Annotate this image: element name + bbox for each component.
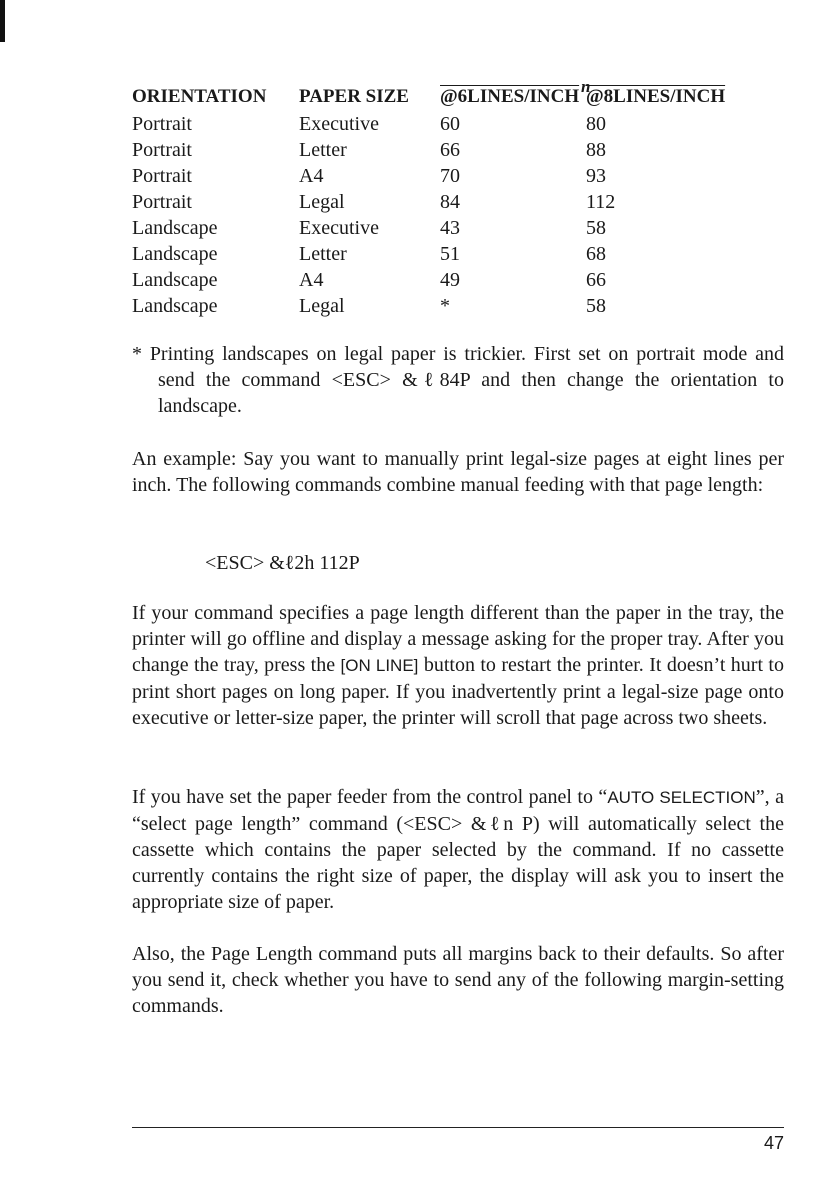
margins-paragraph: Also, the Page Length command puts all margins back to their defaults. So after you send it, check whether you have to send any of the following margin-setting commands. <box>132 943 784 1017</box>
cell-paper-size: Letter <box>299 243 347 265</box>
cell-6-lines: 60 <box>440 113 460 135</box>
auto-select-paragraph <box>132 784 784 915</box>
cell-6-lines: 84 <box>440 191 460 213</box>
table-row <box>132 137 752 163</box>
table-row <box>132 215 752 241</box>
offline-text-end: button to restart the printer. It doesn’t hurt to print short pages on long paper. If you inadvertently print a legal-size page onto executive or letter-size paper, the printer will scroll that page across two sheets. <box>132 654 784 729</box>
table-row <box>132 189 752 215</box>
offline-paragraph <box>132 600 784 731</box>
cell-8-lines: 93 <box>586 165 606 187</box>
header-paper-size: PAPER SIZE <box>299 86 409 107</box>
cell-6-lines: 51 <box>440 243 460 265</box>
cell-6-lines: 66 <box>440 139 460 161</box>
cell-orientation: Portrait <box>132 191 192 213</box>
footnote-text: * Printing landscapes on legal paper is trickier. First set on portrait mode and send the command <ESC> &ℓ84P and then change the orientation to landscape. <box>132 343 784 417</box>
cell-paper-size: Legal <box>299 191 345 213</box>
example-paragraph: An example: Say you want to manually print legal-size pages at eight lines per inch. The following commands combine manual feeding with that page length: <box>132 448 784 496</box>
header-mark: n <box>581 77 591 96</box>
table-header-row <box>132 77 752 111</box>
cell-6-lines: * <box>440 295 450 317</box>
footnote <box>132 341 784 419</box>
cell-paper-size: Legal <box>299 295 345 317</box>
cell-orientation: Landscape <box>132 295 218 317</box>
cell-orientation: Landscape <box>132 243 218 265</box>
table-row <box>132 293 752 319</box>
cell-8-lines: 68 <box>586 243 606 265</box>
online-button-label: [ON LINE] <box>340 656 419 675</box>
page-number: 47 <box>763 1133 784 1153</box>
cell-8-lines: 88 <box>586 139 606 161</box>
cell-8-lines: 58 <box>586 217 606 239</box>
table-row <box>132 241 752 267</box>
cell-paper-size: A4 <box>299 269 324 291</box>
table-row <box>132 267 752 293</box>
cell-paper-size: A4 <box>299 165 324 187</box>
binding-mark <box>0 0 5 42</box>
cell-paper-size: Letter <box>299 139 347 161</box>
footer-rule <box>132 1127 784 1128</box>
cell-orientation: Landscape <box>132 217 218 239</box>
offline-text-start: If your command specifies a page length different than the paper in the tray, the printer will go offline and display a message asking for the proper tray. After you change the tray, press the <box>132 602 784 676</box>
header-6-lines: @6LINES/INCH <box>440 86 580 107</box>
page-length-table <box>132 77 752 319</box>
cell-6-lines: 43 <box>440 217 460 239</box>
cell-orientation: Portrait <box>132 165 192 187</box>
cell-orientation: Landscape <box>132 269 218 291</box>
cell-6-lines: 49 <box>440 269 460 291</box>
auto-selection-setting: AUTO SELECTION <box>607 788 756 807</box>
cell-8-lines: 112 <box>586 191 616 213</box>
auto-select-text-end: ”, a “select page length” command (<ESC> &ℓn P) will automatically select the cassette which contains the paper selected by the command. If no cassette currently contains the right size of paper, the display will ask you to insert the appropriate size of paper. <box>132 786 785 913</box>
cell-8-lines: 80 <box>586 113 606 135</box>
table-row <box>132 163 752 189</box>
header-8-lines: @8LINES/INCH <box>586 86 726 107</box>
cell-orientation: Portrait <box>132 139 192 161</box>
cell-8-lines: 58 <box>586 295 606 317</box>
example-command: <ESC> &ℓ2h 112P <box>205 552 360 574</box>
header-orientation: ORIENTATION <box>132 86 267 107</box>
auto-select-text-start: If you have set the paper feeder from the control panel to “ <box>132 786 608 808</box>
cell-8-lines: 66 <box>586 269 606 291</box>
cell-paper-size: Executive <box>299 217 379 239</box>
cell-paper-size: Executive <box>299 113 379 135</box>
cell-orientation: Portrait <box>132 113 192 135</box>
table-row <box>132 111 752 137</box>
cell-6-lines: 70 <box>440 165 460 187</box>
